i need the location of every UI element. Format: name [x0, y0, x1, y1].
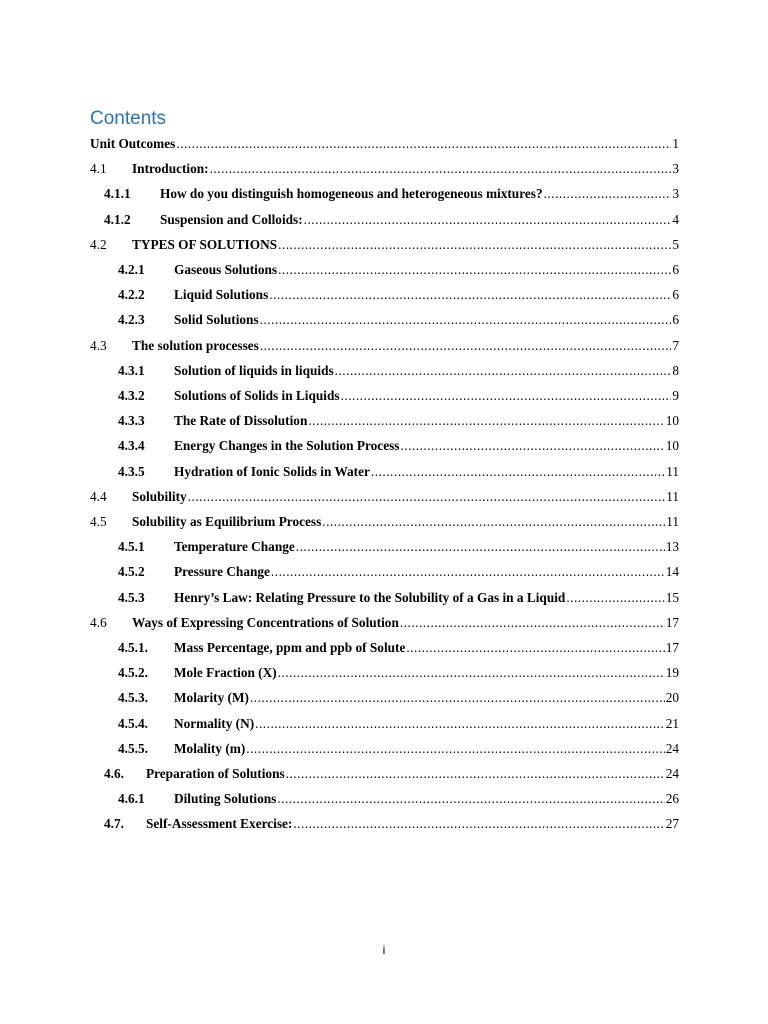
toc-entry[interactable] — [104, 209, 679, 231]
toc-entry-page: 27 — [665, 816, 679, 832]
dot-leader — [210, 158, 672, 180]
toc-entry-title: Temperature Change — [174, 539, 295, 555]
toc-entry[interactable] — [90, 133, 679, 155]
toc-entry-number: 4.5.1. — [118, 640, 148, 655]
toc-entry-number: 4.2.2 — [118, 287, 145, 303]
toc-entry-title: Ways of Expressing Concentrations of Solution — [132, 614, 399, 630]
toc-entry-title: Energy Changes in the Solution Process — [174, 438, 400, 454]
toc-entry-number: 4.5.1 — [118, 539, 145, 555]
page-title: Contents — [90, 108, 167, 129]
toc-entry[interactable] — [118, 385, 679, 407]
dot-leader — [277, 788, 664, 810]
toc-entry-page: 6 — [672, 262, 679, 277]
toc-entry-number: 4.1 — [90, 161, 107, 177]
toc-entry-title: Mass Percentage, ppm and ppb of Solute — [174, 640, 406, 655]
dot-leader — [400, 612, 665, 634]
page-number: i — [382, 943, 386, 957]
toc-entry-title: Hydration of Ionic Solids in Water — [174, 463, 370, 479]
toc-entry-title: Introduction: — [132, 161, 209, 177]
toc-entry-page: 5 — [672, 236, 679, 252]
toc-entry[interactable] — [118, 360, 679, 382]
toc-entry-title: Suspension and Colloids: — [160, 211, 303, 227]
dot-leader — [296, 536, 665, 558]
dot-leader — [566, 587, 664, 609]
toc-entry-page: 21 — [665, 715, 679, 731]
toc-entry-number: 4.2.3 — [118, 312, 145, 328]
toc-entry-page: 6 — [672, 312, 679, 328]
toc-entry-title: Self-Assessment Exercise: — [146, 816, 293, 832]
toc-entry-title: Molality (m) — [174, 740, 246, 756]
toc-entry[interactable] — [118, 662, 679, 684]
toc-entry-number: 4.2 — [90, 236, 107, 252]
toc-entry-number: 4.5.5. — [118, 740, 148, 756]
toc-entry-number: 4.7. — [104, 816, 124, 832]
dot-leader — [188, 486, 666, 508]
toc-entry[interactable] — [118, 788, 679, 810]
toc-entry-page: 17 — [665, 640, 679, 655]
toc-entry[interactable] — [104, 763, 679, 785]
dot-leader — [286, 763, 665, 785]
toc-entry-title: Solutions of Solids in Liquids — [174, 388, 340, 403]
toc-entry-page: 13 — [665, 539, 679, 555]
toc-entry-page: 10 — [665, 438, 679, 454]
toc-entry-page: 11 — [666, 463, 679, 479]
toc-entry-page: 11 — [666, 514, 679, 529]
toc-entry-number: 4.6.1 — [118, 791, 145, 807]
toc-entry-title: Preparation of Solutions — [146, 766, 285, 781]
toc-entry[interactable] — [118, 738, 679, 760]
dot-leader — [406, 637, 664, 659]
toc-entry-title: The solution processes — [132, 337, 259, 353]
toc-entry-page: 6 — [672, 287, 679, 303]
toc-entry-title: Solubility as Equilibrium Process — [132, 514, 322, 529]
toc-entry-page: 14 — [665, 564, 679, 580]
toc-entry-page: 8 — [672, 362, 679, 378]
toc-entry-page: 24 — [665, 740, 679, 756]
toc-entry-title: Solid Solutions — [174, 312, 259, 328]
dot-leader — [260, 335, 672, 357]
toc-entry[interactable] — [90, 511, 679, 533]
toc-entry-number: 4.3.3 — [118, 413, 145, 429]
dot-leader — [400, 435, 664, 457]
dot-leader — [250, 687, 665, 709]
toc-entry-page: 3 — [672, 186, 679, 202]
toc-entry-title: Unit Outcomes — [90, 136, 176, 151]
toc-entry-title: Solubility — [132, 488, 187, 504]
toc-entry-title: Diluting Solutions — [174, 791, 277, 807]
toc-entry[interactable] — [90, 335, 679, 357]
dot-leader — [260, 309, 672, 331]
dot-leader — [255, 713, 665, 735]
toc-entry-number: 4.5.2 — [118, 564, 145, 580]
toc-entry-title: The Rate of Dissolution — [174, 413, 308, 429]
toc-entry-number: 4.5.3. — [118, 690, 148, 706]
toc-entry-title: Normality (N) — [174, 715, 255, 731]
toc-entry[interactable] — [118, 687, 679, 709]
toc-entry-title: Liquid Solutions — [174, 287, 269, 303]
toc-entry-page: 19 — [665, 665, 679, 681]
dot-leader — [371, 461, 665, 483]
toc-entry-number: 4.5.4. — [118, 715, 148, 731]
toc-entry-title: Molarity (M) — [174, 690, 249, 706]
toc-entry-page: 10 — [665, 413, 679, 429]
dot-leader — [278, 234, 671, 256]
dot-leader — [293, 813, 664, 835]
toc-entry-title: TYPES OF SOLUTIONS — [132, 236, 278, 252]
toc-entry-number: 4.6 — [90, 614, 107, 630]
dot-leader — [176, 133, 671, 155]
toc-entry-title: Mole Fraction (X) — [174, 665, 277, 681]
dot-leader — [322, 511, 665, 533]
toc-entry-number: 4.4 — [90, 488, 107, 504]
toc-entry[interactable] — [118, 259, 679, 281]
toc-entry[interactable] — [118, 536, 679, 558]
toc-entry[interactable] — [118, 461, 679, 483]
toc-entry[interactable] — [104, 183, 679, 205]
toc-entry[interactable] — [118, 410, 679, 432]
dot-leader — [335, 360, 672, 382]
toc-entry[interactable] — [118, 587, 679, 609]
toc-entry-page: 1 — [672, 136, 679, 151]
toc-entry-title: Gaseous Solutions — [174, 262, 278, 277]
toc-entry-page: 9 — [672, 388, 679, 403]
toc-entry[interactable] — [118, 637, 679, 659]
toc-entry[interactable] — [104, 813, 679, 835]
toc-entry-page: 15 — [665, 589, 679, 605]
toc-entry[interactable] — [90, 158, 679, 180]
toc-entry-page: 26 — [665, 791, 679, 807]
toc-entry-page: 24 — [665, 766, 679, 781]
toc-entry[interactable] — [118, 713, 679, 735]
toc-entry-page: 4 — [672, 211, 679, 227]
toc-entry-number: 4.5.2. — [118, 665, 148, 681]
toc-entry[interactable] — [118, 309, 679, 331]
dot-leader — [278, 259, 671, 281]
toc-entry-title: How do you distinguish homogeneous and heterogeneous mixtures? — [160, 186, 543, 202]
dot-leader — [271, 561, 665, 583]
toc-entry[interactable] — [90, 234, 679, 256]
toc-entry[interactable] — [90, 612, 679, 634]
toc-entry-page: 20 — [665, 690, 679, 706]
toc-entry-number: 4.3.5 — [118, 463, 145, 479]
toc-entry-number: 4.3 — [90, 337, 107, 353]
toc-entry-title: Pressure Change — [174, 564, 270, 580]
toc-entry-page: 11 — [666, 488, 679, 504]
toc-entry-page: 17 — [665, 614, 679, 630]
toc-entry-number: 4.2.1 — [118, 262, 145, 277]
toc-entry[interactable] — [118, 561, 679, 583]
toc-entry-page: 7 — [672, 337, 679, 353]
toc-entry[interactable] — [118, 284, 679, 306]
toc-entry[interactable] — [90, 486, 679, 508]
toc-entry-number: 4.6. — [104, 766, 124, 781]
toc-entry[interactable] — [118, 435, 679, 457]
toc-entry-number: 4.3.4 — [118, 438, 145, 454]
dot-leader — [246, 738, 664, 760]
toc-entry-number: 4.5.3 — [118, 589, 145, 605]
dot-leader — [544, 183, 672, 205]
dot-leader — [269, 284, 671, 306]
toc-entry-title: Henry’s Law: Relating Pressure to the Solubility of a Gas in a Liquid — [174, 589, 566, 605]
dot-leader — [304, 209, 672, 231]
dot-leader — [308, 410, 664, 432]
toc-entry-number: 4.5 — [90, 514, 107, 529]
toc-entry-number: 4.3.2 — [118, 388, 145, 403]
toc-entry-number: 4.1.1 — [104, 186, 131, 202]
toc-entry-page: 3 — [672, 161, 679, 177]
toc-entry-number: 4.1.2 — [104, 211, 131, 227]
dot-leader — [341, 385, 672, 407]
dot-leader — [278, 662, 665, 684]
toc-entry-number: 4.3.1 — [118, 362, 145, 378]
toc-entry-title: Solution of liquids in liquids — [174, 362, 334, 378]
